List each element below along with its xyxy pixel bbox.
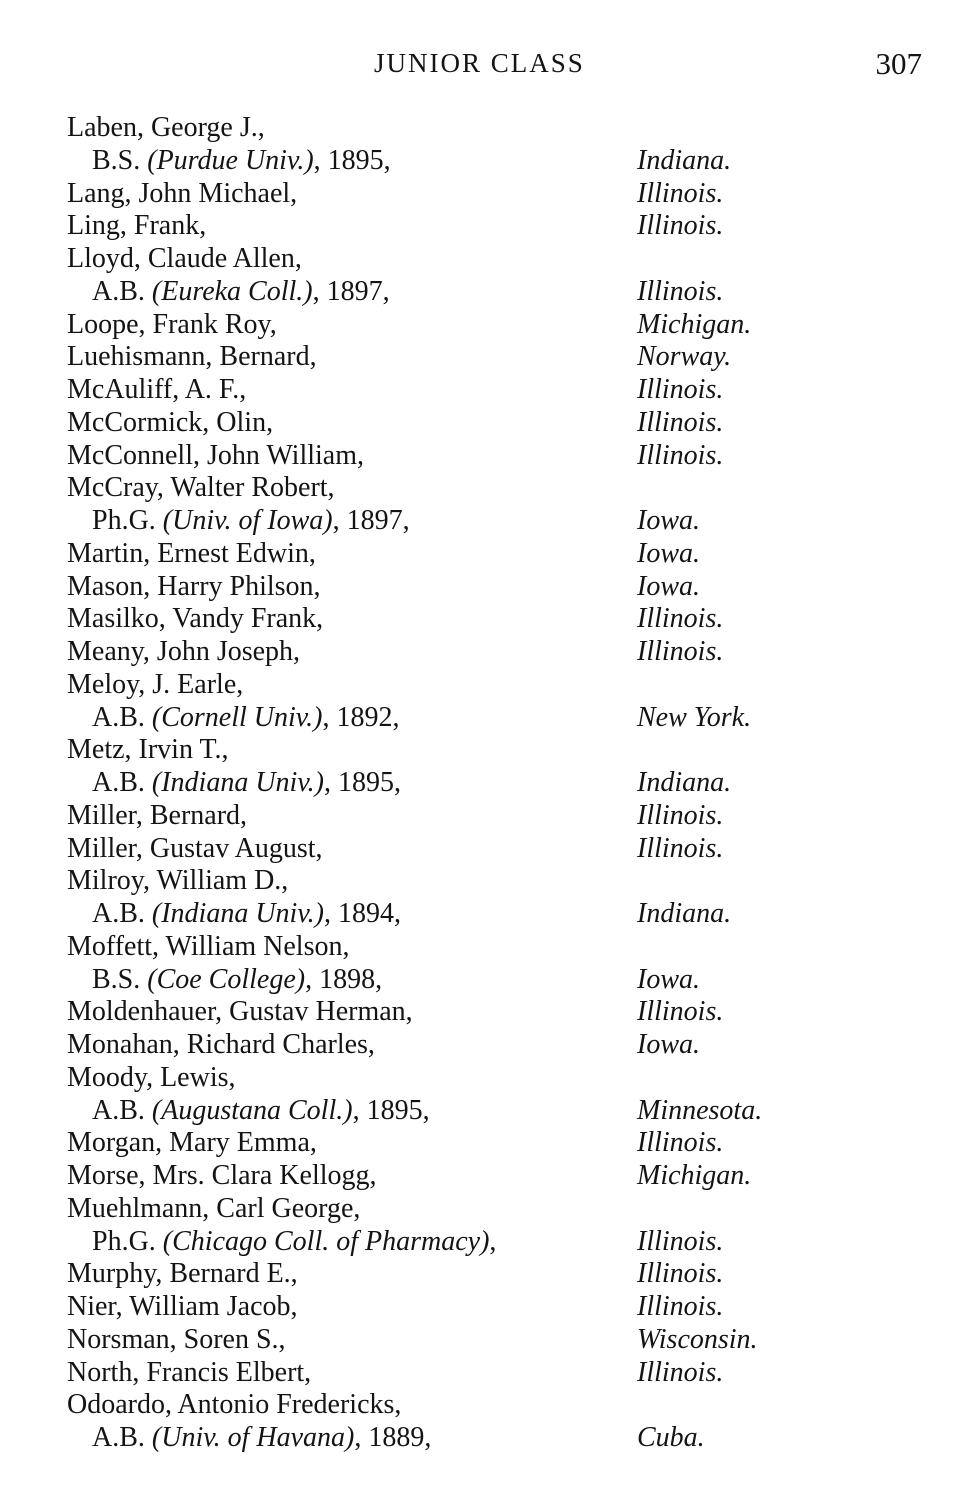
student-name: Muehlmann, Carl George, [67,1192,361,1224]
degree: B.S. [92,144,141,176]
list-item [0,1291,974,1324]
institution: (Purdue Univ.) [147,144,314,176]
graduation-year: , [489,1225,497,1257]
list-item [0,603,974,636]
entry-degree-row [0,964,974,997]
entry-name-row [0,1160,974,1193]
list-item [0,210,974,243]
page-number: 307 [875,46,922,81]
student-name: McCray, Walter Robert, [67,472,335,504]
home-state: Illinois. [637,275,724,307]
home-state: Illinois. [637,832,724,864]
degree-line [92,767,401,800]
entry-name-row [0,996,974,1029]
student-name: Morgan, Mary Emma, [67,1127,317,1159]
entry-name-row [0,243,974,276]
degree: A.B. [92,767,145,798]
degree-line [92,702,399,735]
degree: Ph.G. [92,1225,156,1257]
home-state: Indiana. [637,144,732,176]
entry-name-row [0,538,974,571]
student-name: Loope, Frank Roy, [67,308,277,340]
entry-degree-row [0,1226,974,1259]
list-item [0,243,974,309]
list-item [0,178,974,211]
student-name: Metz, Irvin T., [67,734,229,766]
student-name: Lloyd, Claude Allen, [67,243,302,274]
home-state: Iowa. [637,505,700,536]
entry-degree-row [0,767,974,800]
degree-line [92,1422,431,1455]
institution: (Univ. of Havana) [151,1422,355,1453]
entry-name-row [0,603,974,636]
student-list [0,112,974,1455]
list-item [0,833,974,866]
home-state: Illinois. [637,1356,724,1388]
entry-name-row [0,112,974,145]
entry-degree-row [0,1095,974,1128]
entry-degree-row [0,276,974,309]
home-state: Illinois. [637,996,724,1028]
entry-name-row [0,931,974,964]
home-state: Minnesota. [637,1094,763,1126]
graduation-year: , 1898, [305,963,383,995]
running-title: JUNIOR CLASS [374,48,585,78]
institution: (Indiana Univ.) [151,898,325,929]
home-state: Indiana. [637,898,732,929]
home-state: Illinois. [637,1127,724,1159]
home-state: Illinois. [637,374,724,405]
student-name: Luehismann, Bernard, [67,341,317,373]
list-item [0,112,974,178]
graduation-year: , 1894, [324,898,402,929]
entry-name-row [0,865,974,898]
entry-name-row [0,1258,974,1291]
degree-line [92,145,391,178]
degree: A.B. [92,275,145,307]
entry-name-row [0,571,974,604]
institution: (Univ. of Iowa) [162,505,333,536]
degree: A.B. [92,1094,145,1126]
home-state: Michigan. [637,1160,752,1191]
home-state: Illinois. [637,406,724,438]
student-name: Morse, Mrs. Clara Kellogg, [67,1160,377,1191]
student-name: Lang, John Michael, [67,177,298,209]
list-item [0,1258,974,1291]
student-name: Laben, George J., [67,112,265,143]
institution: (Augustana Coll.) [151,1094,353,1126]
home-state: Iowa. [637,963,700,995]
list-item [0,1160,974,1193]
entry-name-row [0,440,974,473]
entry-degree-row [0,898,974,931]
student-name: Milroy, William D., [67,865,289,897]
entry-name-row [0,407,974,440]
entry-name-row [0,636,974,669]
student-name: Norsman, Soren S., [67,1323,286,1355]
home-state: Illinois. [637,1225,724,1257]
list-item [0,309,974,342]
student-name: Monahan, Richard Charles, [67,1029,375,1060]
list-item [0,931,974,997]
degree: Ph.G. [92,505,156,536]
student-name: Miller, Gustav August, [67,832,323,864]
student-name: Martin, Ernest Edwin, [67,537,316,569]
home-state: Illinois. [637,636,724,667]
list-item [0,1062,974,1128]
entry-name-row [0,210,974,243]
home-state: Illinois. [637,799,724,831]
graduation-year: , 1889, [354,1422,432,1453]
home-state: Indiana. [637,767,732,798]
entry-name-row [0,178,974,211]
student-name: Nier, William Jacob, [67,1291,298,1322]
home-state: Illinois. [637,439,724,471]
list-item [0,636,974,669]
student-name: Moody, Lewis, [67,1061,236,1093]
entry-name-row [0,1062,974,1095]
home-state: Illinois. [637,177,724,209]
student-name: North, Francis Elbert, [67,1356,312,1388]
degree: A.B. [92,898,145,929]
list-item [0,341,974,374]
graduation-year: , 1895, [324,767,402,798]
institution: (Coe College) [147,963,306,995]
list-item [0,669,974,735]
list-item [0,865,974,931]
list-item [0,407,974,440]
degree-line [92,898,401,931]
entry-name-row [0,1389,974,1422]
home-state: Norway. [637,341,732,373]
home-state: Wisconsin. [637,1323,758,1355]
student-name: McAuliff, A. F., [67,374,247,405]
home-state: Iowa. [637,570,700,602]
degree-line [92,1226,496,1259]
list-item [0,800,974,833]
home-state: Illinois. [637,603,724,635]
institution: (Chicago Coll. of Pharmacy) [162,1225,490,1257]
list-item [0,1029,974,1062]
entry-name-row [0,309,974,342]
list-item [0,996,974,1029]
entry-name-row [0,1193,974,1226]
list-item [0,472,974,538]
institution: (Eureka Coll.) [151,275,313,307]
degree: A.B. [92,1422,145,1453]
entry-degree-row [0,145,974,178]
entry-name-row [0,833,974,866]
graduation-year: , 1897, [332,505,410,536]
graduation-year: , 1895, [313,144,391,176]
student-name: Mason, Harry Philson, [67,570,321,602]
student-name: Masilko, Vandy Frank, [67,603,324,635]
list-item [0,734,974,800]
entry-name-row [0,1324,974,1357]
degree-line [92,1095,430,1128]
degree: B.S. [92,963,141,995]
student-name: McCormick, Olin, [67,406,274,438]
list-item [0,571,974,604]
entry-name-row [0,800,974,833]
list-item [0,538,974,571]
list-item [0,1324,974,1357]
student-name: Meany, John Joseph, [67,636,301,667]
list-item [0,374,974,407]
entry-name-row [0,669,974,702]
home-state: Illinois. [637,210,724,242]
list-item [0,1389,974,1455]
degree-line [92,505,410,538]
entry-name-row [0,1291,974,1324]
student-name: Moffett, William Nelson, [67,930,350,962]
list-item [0,1357,974,1390]
entry-degree-row [0,702,974,735]
entry-name-row [0,374,974,407]
page-header [0,48,974,88]
entry-name-row [0,734,974,767]
list-item [0,1127,974,1160]
graduation-year: , 1892, [322,701,400,733]
institution: (Indiana Univ.) [151,767,325,798]
entry-degree-row [0,505,974,538]
entry-degree-row [0,1422,974,1455]
degree-line [92,964,382,997]
graduation-year: , 1897, [312,275,390,307]
home-state: Iowa. [637,1029,700,1060]
student-name: Ling, Frank, [67,210,207,242]
entry-name-row [0,1127,974,1160]
home-state: Michigan. [637,308,752,340]
list-item [0,1193,974,1259]
entry-name-row [0,1029,974,1062]
entry-name-row [0,472,974,505]
degree: A.B. [92,701,145,733]
student-name: Moldenhauer, Gustav Herman, [67,996,413,1028]
list-item [0,440,974,473]
home-state: Cuba. [637,1422,705,1453]
home-state: Illinois. [637,1291,724,1322]
student-name: McConnell, John William, [67,439,365,471]
graduation-year: , 1895, [352,1094,430,1126]
home-state: Iowa. [637,537,700,569]
institution: (Cornell Univ.) [151,701,323,733]
entry-name-row [0,341,974,374]
degree-line [92,276,390,309]
home-state: Illinois. [637,1258,724,1290]
student-name: Miller, Bernard, [67,799,248,831]
student-name: Odoardo, Antonio Fredericks, [67,1389,402,1421]
student-name: Meloy, J. Earle, [67,668,244,700]
entry-name-row [0,1357,974,1390]
home-state: New York. [637,701,752,733]
student-name: Murphy, Bernard E., [67,1258,298,1290]
